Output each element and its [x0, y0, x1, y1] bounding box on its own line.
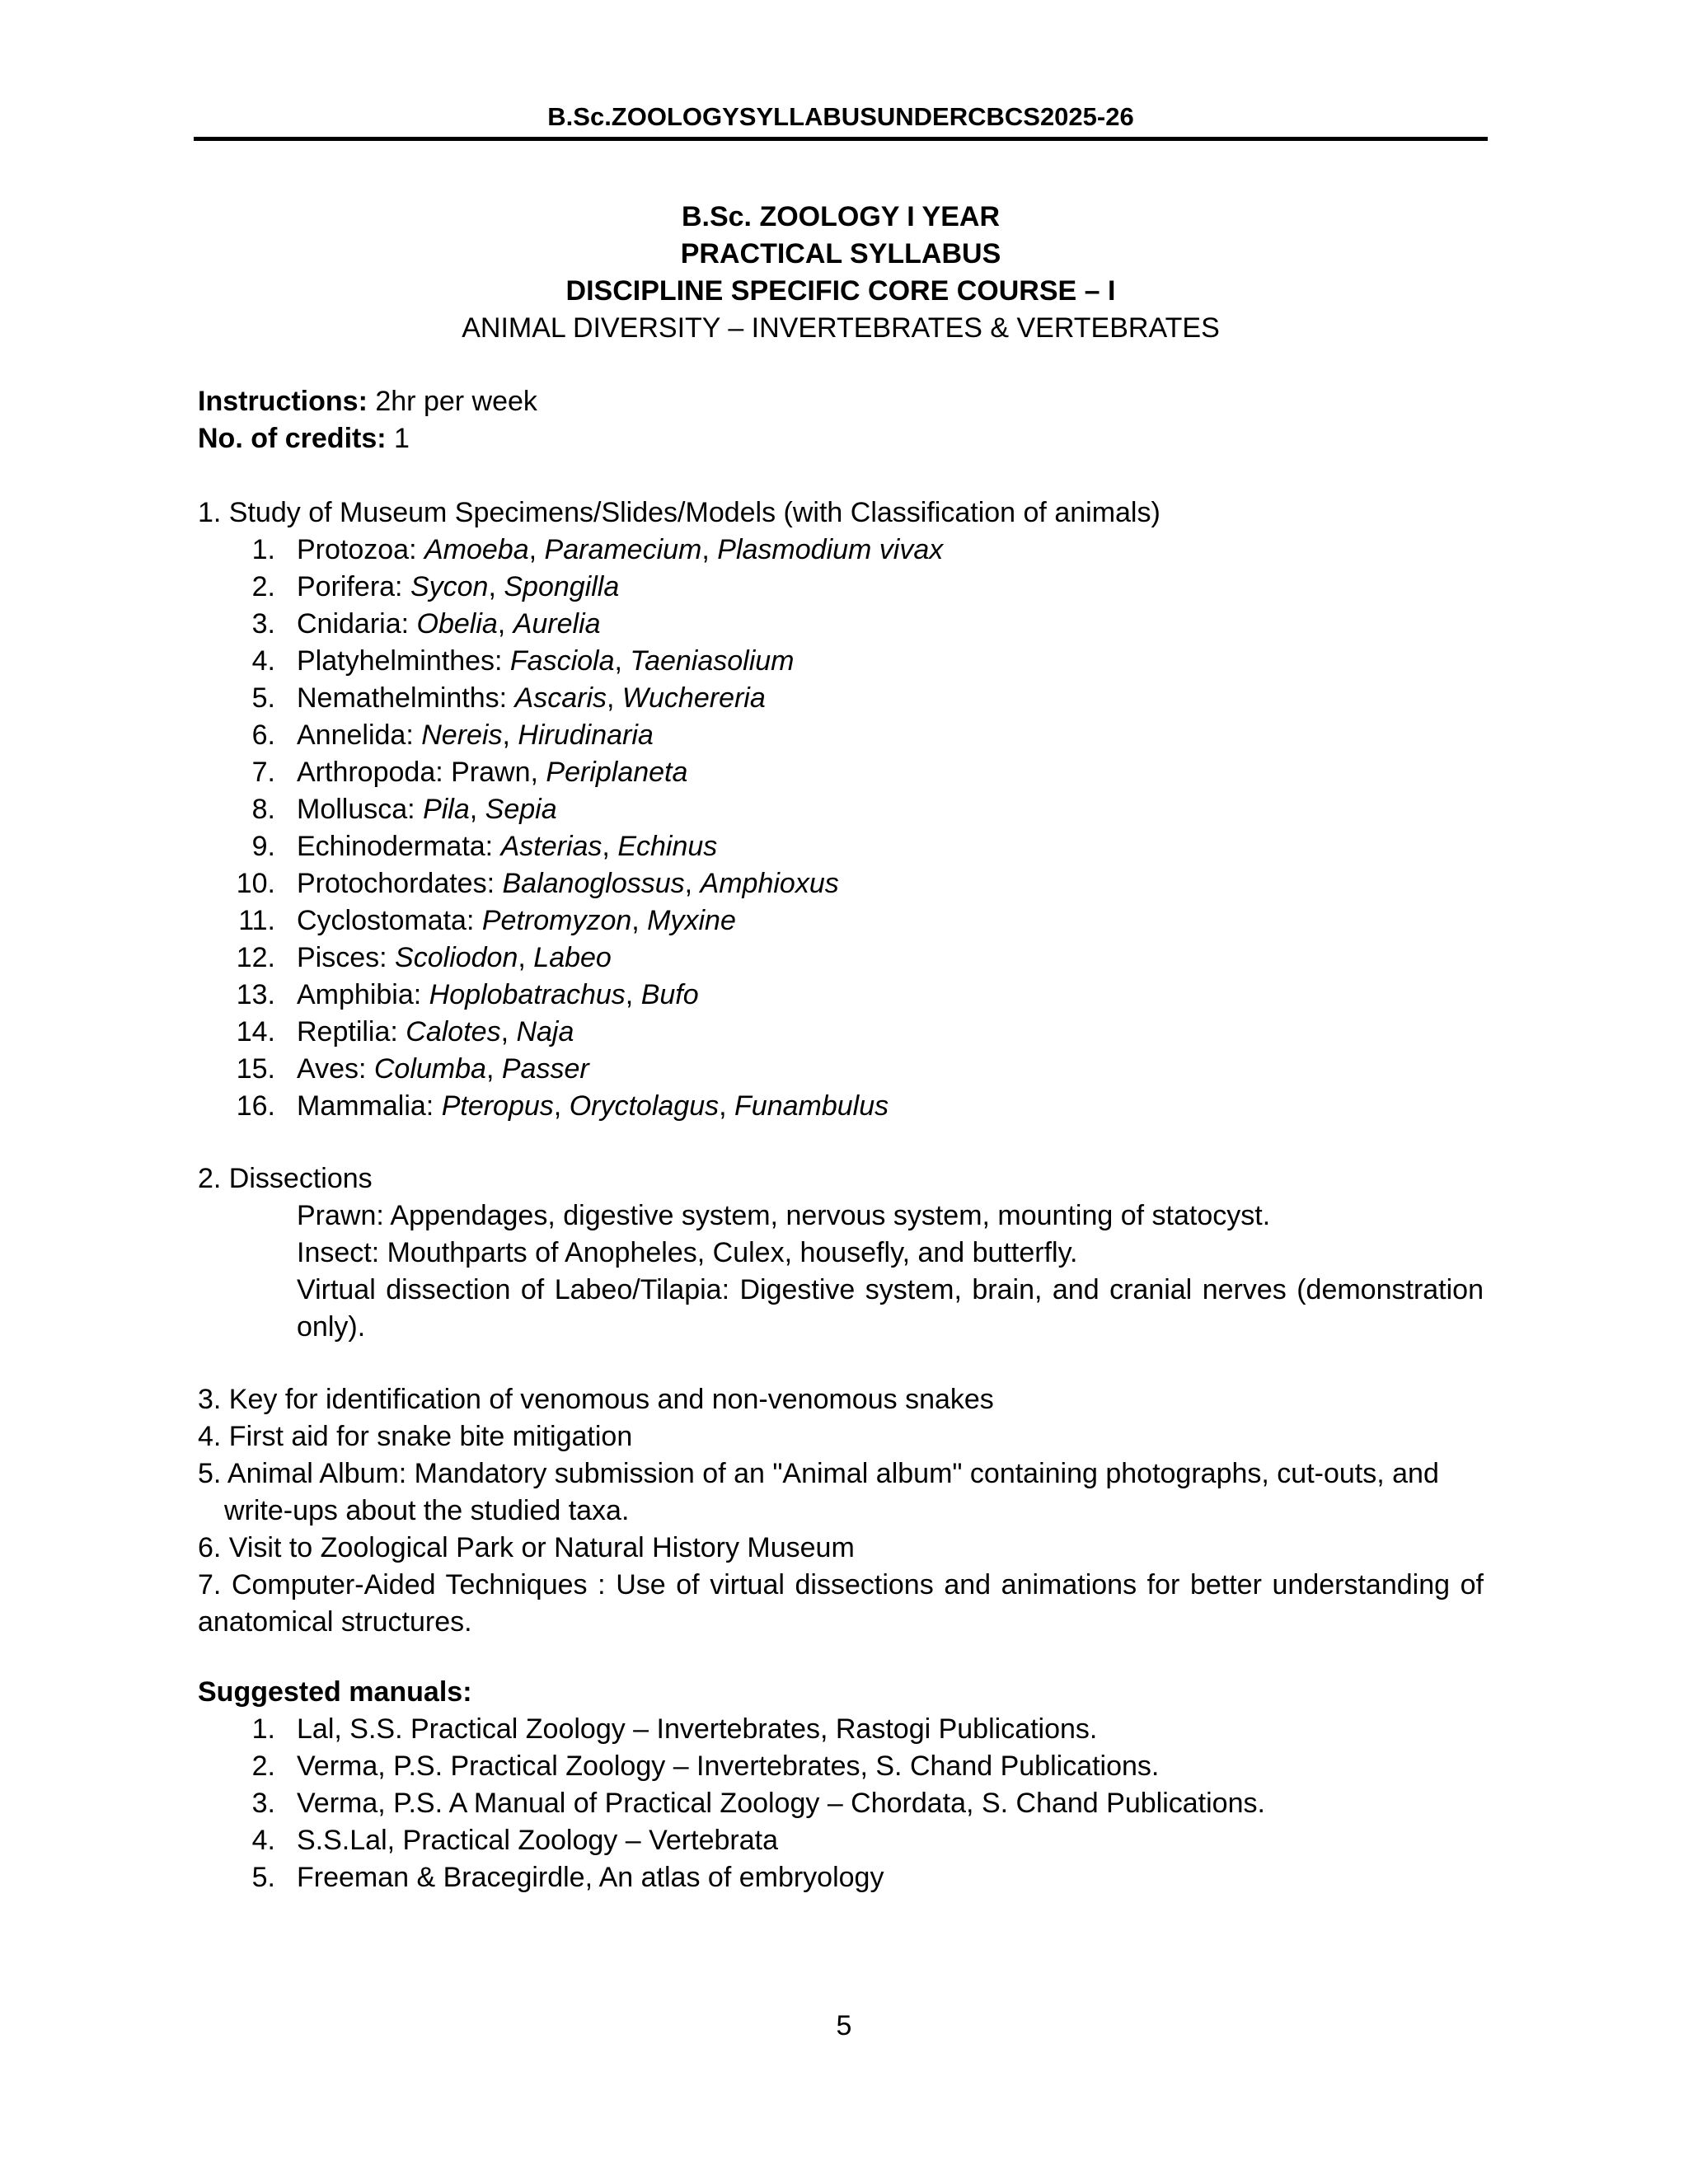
course-year-title: B.Sc. ZOOLOGY I YEAR	[681, 201, 1001, 232]
specimen-list-item: 4. Platyhelminthes: Fasciola, Taeniasolium	[198, 643, 1484, 680]
list-number: 3.	[251, 608, 275, 640]
list-number: 14.	[236, 1016, 275, 1047]
list-number: 4.	[251, 645, 275, 677]
list-number: 3.	[251, 1788, 275, 1819]
species-name: Periplaneta	[546, 757, 688, 788]
credits-value: 1	[386, 423, 410, 454]
species-name: Hirudinaria	[518, 719, 654, 751]
phylum-label: Porifera:	[297, 571, 410, 602]
species-name: Labeo	[533, 942, 612, 973]
species-name: Funambulus	[734, 1090, 889, 1122]
manual-list-item	[198, 1748, 1484, 1785]
section-museum-specimens	[198, 494, 1484, 1125]
manual-list-item	[198, 1822, 1484, 1859]
species-name: Scoliodon	[395, 942, 518, 973]
specimen-list-item: 2. Porifera: Sycon, Spongilla	[198, 569, 1484, 606]
species-name: Calotes	[406, 1016, 501, 1047]
virtual-dissection	[198, 1272, 1484, 1346]
manual-reference: Lal, S.S. Practical Zoology – Invertebrates, Rastogi Publications.	[297, 1713, 1098, 1745]
insect-dissection: Insect: Mouthparts of Anopheles, Culex, housefly, and butterfly.	[297, 1237, 1078, 1268]
specimen-list-item: 5. Nemathelminths: Ascaris, Wuchereria	[198, 680, 1484, 717]
section-heading: 1. Study of Museum Specimens/Slides/Models (with Classification of animals)	[198, 497, 1160, 528]
section-dissections	[198, 1160, 1484, 1346]
phylum-label: Pisces:	[297, 942, 396, 973]
running-header: B.Sc.ZOOLOGYSYLLABUSUNDERCBCS2025-26	[547, 102, 1134, 131]
course-name-title: DISCIPLINE SPECIFIC CORE COURSE – I	[565, 275, 1116, 307]
manual-reference: S.S.Lal, Practical Zoology – Vertebrata	[297, 1825, 778, 1856]
list-number: 1.	[251, 534, 275, 565]
species-name: Balanoglossus	[502, 868, 685, 899]
species-name: Sepia	[485, 794, 557, 825]
section-suggested-manuals	[198, 1674, 1484, 1896]
phylum-label: Protozoa:	[297, 534, 424, 565]
manual-list-item	[198, 1785, 1484, 1822]
species-name: Obelia	[416, 608, 498, 640]
animal-album-item: 5. Animal Album: Mandatory submission of an "Animal album" containing photographs, cut-outs, and	[198, 1458, 1439, 1489]
instructions-value: 2hr per week	[367, 386, 537, 417]
species-name: Nereis	[421, 719, 503, 751]
list-number: 15.	[236, 1053, 275, 1085]
specimen-list-item: 10. Protochordates: Balanoglossus, Amphioxus	[198, 865, 1484, 902]
list-number: 4.	[251, 1825, 275, 1856]
phylum-label: Amphibia:	[297, 979, 429, 1010]
species-name: Aurelia	[513, 608, 601, 640]
phylum-label: Cnidaria:	[297, 608, 417, 640]
specimen-list-item: 16. Mammalia: Pteropus, Oryctolagus, Funambulus	[198, 1088, 1484, 1125]
specimen-list-item: 9. Echinodermata: Asterias, Echinus	[198, 828, 1484, 865]
computer-aided-item-continued: anatomical structures.	[198, 1606, 472, 1638]
species-name: Taeniasolium	[630, 645, 795, 677]
species-name: Amoeba	[424, 534, 529, 565]
section-heading: 2. Dissections	[198, 1163, 373, 1194]
list-number: 6.	[251, 719, 275, 751]
specimen-list-item: 13. Amphibia: Hoplobatrachus, Bufo	[198, 977, 1484, 1014]
virtual-dissection-line-2: only).	[297, 1311, 366, 1343]
section-other-practicals	[198, 1381, 1484, 1641]
specimen-list-item: 15. Aves: Columba, Passer	[198, 1051, 1484, 1088]
species-name: Echinus	[617, 831, 718, 862]
header-rule	[194, 137, 1488, 141]
species-name: Sycon	[410, 571, 489, 602]
species-name: Fasciola	[509, 645, 615, 677]
phylum-label: Arthropoda: Prawn,	[297, 757, 546, 788]
virtual-dissection-line-1: Virtual dissection of Labeo/Tilapia: Digestive system, brain, and cranial nerves (demonstration	[297, 1274, 1484, 1305]
list-number: 7.	[251, 757, 275, 788]
course-subtitle: ANIMAL DIVERSITY – INVERTEBRATES & VERTEBRATES	[462, 312, 1220, 344]
specimen-list-item	[198, 754, 1484, 791]
phylum-label: Aves:	[297, 1053, 374, 1085]
phylum-label: Annelida:	[297, 719, 422, 751]
phylum-label: Cyclostomata:	[297, 905, 482, 936]
list-number: 9.	[251, 831, 275, 862]
animal-album-item-continued: write-ups about the studied taxa.	[224, 1495, 630, 1526]
manuals-list	[198, 1711, 1484, 1896]
species-name: Paramecium	[544, 534, 702, 565]
species-name: Spongilla	[504, 571, 620, 602]
specimen-list-item: 8. Mollusca: Pila, Sepia	[198, 791, 1484, 828]
syllabus-type-title: PRACTICAL SYLLABUS	[680, 238, 1001, 269]
species-name: Naja	[516, 1016, 574, 1047]
manual-reference: Freeman & Bracegirdle, An atlas of embryology	[297, 1862, 884, 1893]
list-number: 8.	[251, 794, 275, 825]
list-number: 5.	[251, 682, 275, 714]
course-meta	[198, 383, 537, 457]
phylum-label: Nemathelminths:	[297, 682, 515, 714]
page-number: 5	[836, 2010, 852, 2041]
species-name: Pila	[423, 794, 470, 825]
phylum-label: Reptilia:	[297, 1016, 406, 1047]
phylum-label: Protochordates:	[297, 868, 503, 899]
species-name: Asterias	[500, 831, 603, 862]
specimen-list-item: 14. Reptilia: Calotes, Naja	[198, 1014, 1484, 1051]
manual-list-item	[198, 1711, 1484, 1748]
phylum-label: Mollusca:	[297, 794, 424, 825]
species-name: Myxine	[647, 905, 736, 936]
list-number: 12.	[236, 942, 275, 973]
specimen-list	[198, 532, 1484, 1125]
list-number: 13.	[236, 979, 275, 1010]
species-name: Plasmodium vivax	[717, 534, 944, 565]
manuals-heading: Suggested manuals:	[198, 1676, 472, 1708]
credits-line	[198, 420, 537, 457]
species-name: Hoplobatrachus	[429, 979, 626, 1010]
specimen-list-item: 12. Pisces: Scoliodon, Labeo	[198, 940, 1484, 977]
list-number: 16.	[236, 1090, 275, 1122]
list-number: 10.	[236, 868, 275, 899]
species-name: Pteropus	[441, 1090, 554, 1122]
computer-aided-item: 7. Computer-Aided Techniques : Use of virtual dissections and animations for better understanding of	[198, 1569, 1484, 1601]
title-block	[194, 199, 1488, 347]
list-number: 1.	[251, 1713, 275, 1745]
species-name: Bufo	[640, 979, 699, 1010]
manual-reference: Verma, P.S. Practical Zoology – Invertebrates, S. Chand Publications.	[297, 1750, 1160, 1782]
list-number: 2.	[251, 1750, 275, 1782]
species-name: Wuchereria	[621, 682, 766, 714]
list-number: 5.	[251, 1862, 275, 1893]
manual-reference: Verma, P.S. A Manual of Practical Zoology – Chordata, S. Chand Publications.	[297, 1788, 1265, 1819]
first-aid-item: 4. First aid for snake bite mitigation	[198, 1421, 633, 1452]
zoo-visit-item: 6. Visit to Zoological Park or Natural History Museum	[198, 1532, 855, 1563]
species-name: Columba	[373, 1053, 486, 1085]
phylum-label: Mammalia:	[297, 1090, 442, 1122]
instructions-label: Instructions:	[198, 386, 368, 417]
specimen-list-item: 11. Cyclostomata: Petromyzon, Myxine	[198, 902, 1484, 940]
species-name: Oryctolagus	[569, 1090, 720, 1122]
phylum-label: Echinodermata:	[297, 831, 501, 862]
list-number: 2.	[251, 571, 275, 602]
instructions-line	[198, 383, 537, 420]
specimen-list-item: 6. Annelida: Nereis, Hirudinaria	[198, 717, 1484, 754]
phylum-label: Platyhelminthes:	[297, 645, 510, 677]
list-number: 11.	[238, 905, 275, 936]
manual-list-item	[198, 1859, 1484, 1896]
species-name: Passer	[501, 1053, 589, 1085]
prawn-dissection: Prawn: Appendages, digestive system, nervous system, mounting of statocyst.	[297, 1200, 1271, 1231]
specimen-list-item: 3. Cnidaria: Obelia, Aurelia	[198, 606, 1484, 643]
species-name: Petromyzon	[481, 905, 632, 936]
credits-label: No. of credits:	[198, 423, 387, 454]
species-name: Amphioxus	[700, 868, 839, 899]
snake-key-item: 3. Key for identification of venomous and non-venomous snakes	[198, 1384, 994, 1415]
species-name: Ascaris	[514, 682, 607, 714]
specimen-list-item: 1. Protozoa: Amoeba, Paramecium, Plasmodium vivax	[198, 532, 1484, 569]
